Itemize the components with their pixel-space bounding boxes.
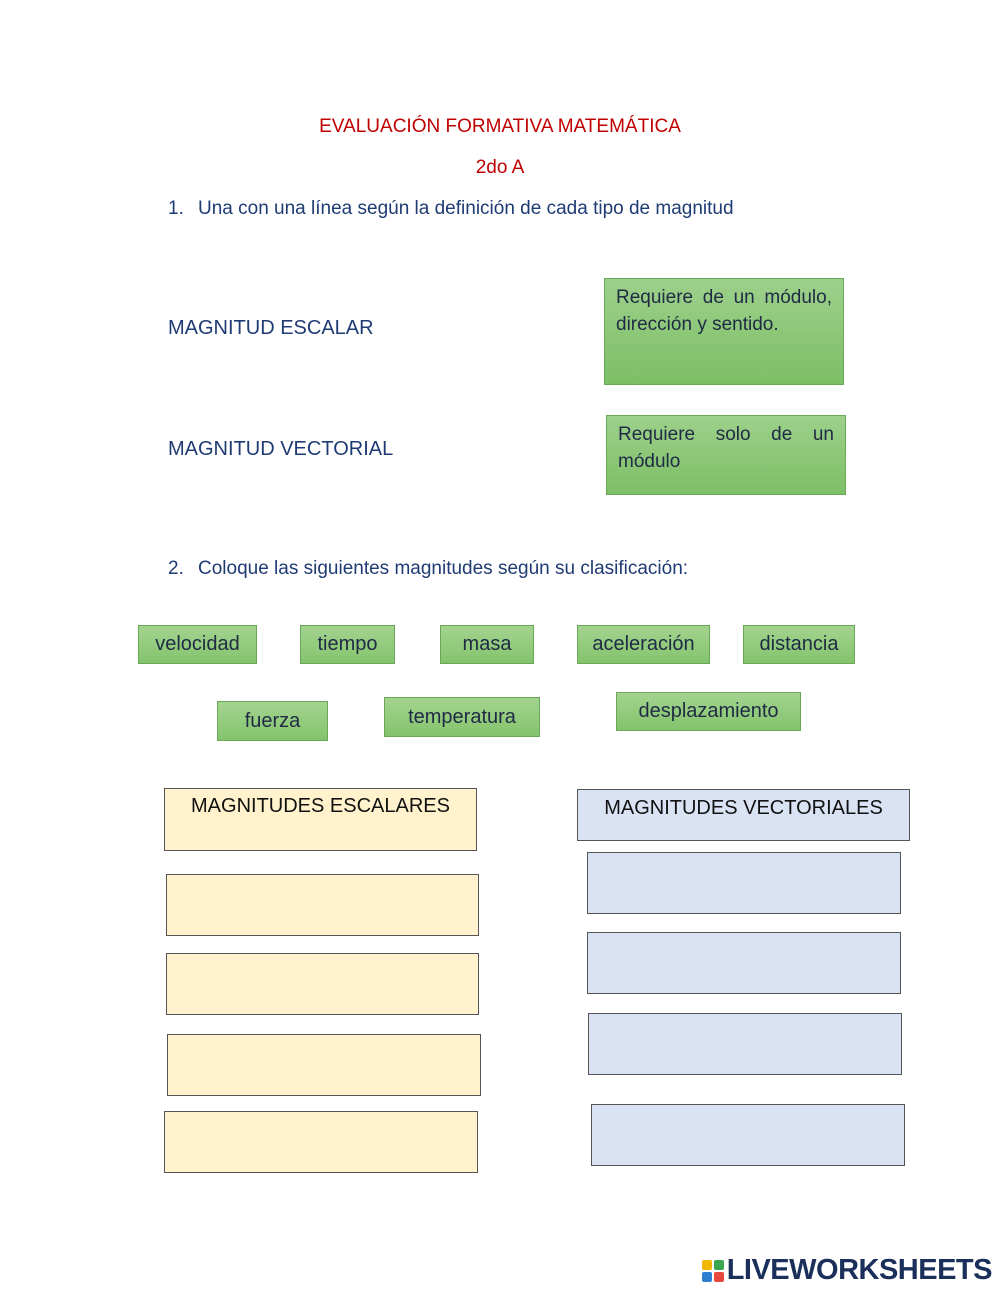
scalar-drop-slot-3[interactable] (167, 1034, 481, 1096)
scalar-drop-slot-4[interactable] (164, 1111, 478, 1173)
question-1-number: 1. (168, 198, 184, 219)
vector-header: MAGNITUDES VECTORIALES (577, 789, 910, 841)
chip-masa[interactable]: masa (440, 625, 534, 664)
liveworksheets-logo-icon (702, 1260, 724, 1282)
question-2 (168, 558, 688, 580)
question-1 (168, 198, 734, 220)
chip-aceleracion[interactable]: aceleración (577, 625, 710, 664)
definition-box-vectorial[interactable]: Requiere de un módulo, dirección y sentido. (604, 278, 844, 385)
scalar-header: MAGNITUDES ESCALARES (164, 788, 477, 851)
term-vectorial[interactable]: MAGNITUD VECTORIAL (168, 438, 394, 460)
page-title: EVALUACIÓN FORMATIVA MATEMÁTICA (319, 116, 681, 137)
scalar-drop-slot-2[interactable] (166, 953, 479, 1015)
chip-distancia[interactable]: distancia (743, 625, 855, 664)
definition-box-escalar[interactable]: Requiere solo de un módulo (606, 415, 846, 495)
question-2-number: 2. (168, 558, 184, 579)
vector-drop-slot-4[interactable] (591, 1104, 905, 1166)
page-subtitle: 2do A (475, 157, 525, 178)
term-escalar[interactable]: MAGNITUD ESCALAR (168, 317, 374, 339)
chip-temperatura[interactable]: temperatura (384, 697, 540, 737)
chip-desplazamiento[interactable]: desplazamiento (616, 692, 801, 731)
question-1-text: Una con una línea según la definición de cada tipo de magnitud (198, 198, 734, 219)
liveworksheets-logo (702, 1254, 992, 1287)
vector-drop-slot-2[interactable] (587, 932, 901, 994)
question-2-text: Coloque las siguientes magnitudes según su clasificación: (198, 558, 689, 579)
chip-velocidad[interactable]: velocidad (138, 625, 257, 664)
vector-drop-slot-3[interactable] (588, 1013, 902, 1075)
vector-drop-slot-1[interactable] (587, 852, 901, 914)
liveworksheets-logo-text: LIVEWORKSHEETS (726, 1254, 992, 1286)
chip-fuerza[interactable]: fuerza (217, 701, 328, 741)
chip-tiempo[interactable]: tiempo (300, 625, 395, 664)
scalar-drop-slot-1[interactable] (166, 874, 479, 936)
